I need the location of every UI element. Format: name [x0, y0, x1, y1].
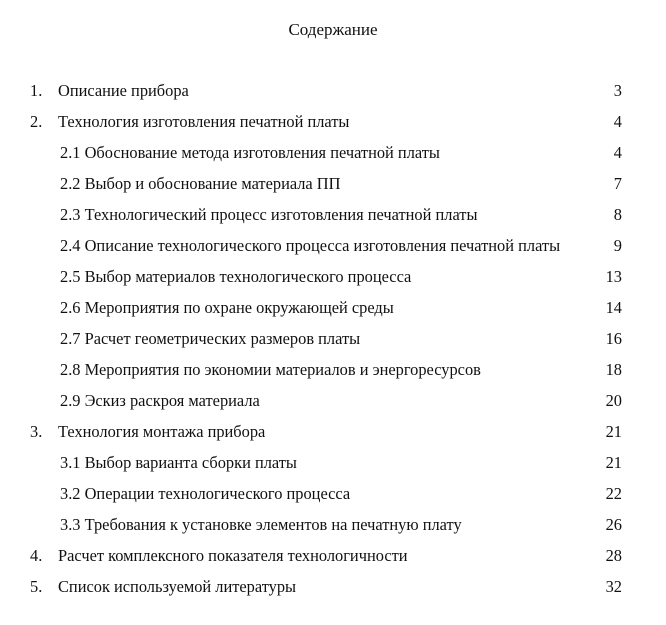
toc-entry-text: 2.9 Эскиз раскроя материала [60, 391, 260, 410]
toc-subentry [0, 328, 666, 350]
toc-entry-page: 18 [605, 360, 622, 379]
toc-subentry [0, 173, 666, 195]
toc-entry-page: 4 [613, 112, 622, 131]
toc-entry-text: 2.4 Описание технологического процесса изготовления печатной платы [60, 236, 561, 255]
toc-entry-number: 3. [30, 422, 43, 441]
toc-entry-page: 7 [613, 174, 622, 193]
toc-subentry [0, 359, 666, 381]
toc-entry [0, 421, 666, 443]
toc-entry-page: 9 [613, 236, 622, 255]
toc-entry-page: 21 [605, 453, 622, 472]
toc-entry-page: 22 [605, 484, 622, 503]
toc-entry-text: Список используемой литературы [58, 577, 297, 596]
toc-subentry [0, 390, 666, 412]
toc-subentry [0, 483, 666, 505]
toc-entry-page: 13 [605, 267, 622, 286]
toc-subentry [0, 235, 666, 257]
toc-entry [0, 80, 666, 102]
toc-entry-text: 3.3 Требования к установке элементов на печатную плату [60, 515, 462, 534]
toc-entry [0, 576, 666, 598]
toc-entry-text: 2.3 Технологический процесс изготовления печатной платы [60, 205, 478, 224]
toc-entry-text: 2.8 Мероприятия по экономии материалов и энергоресурсов [60, 360, 481, 379]
toc-entry-text: Технология монтажа прибора [58, 422, 266, 441]
toc-subentry [0, 266, 666, 288]
toc-subentry [0, 452, 666, 474]
toc-entry-page: 26 [605, 515, 622, 534]
toc-entry-text: Расчет комплексного показателя технологичности [58, 546, 408, 565]
toc-entry-text: 2.5 Выбор материалов технологического процесса [60, 267, 412, 286]
toc-entry-page: 3 [613, 81, 622, 100]
toc-entry-page: 16 [605, 329, 622, 348]
toc-entry [0, 111, 666, 133]
toc-subentry [0, 297, 666, 319]
toc-entry-text: Описание прибора [58, 81, 189, 100]
toc-entry-page: 20 [605, 391, 622, 410]
toc-subentry [0, 204, 666, 226]
toc-entry-text: 3.2 Операции технологического процесса [60, 484, 351, 503]
toc-entry-number: 4. [30, 546, 43, 565]
toc-entry-number: 1. [30, 81, 43, 100]
toc-title: Содержание [288, 20, 378, 39]
toc-entry-page: 28 [605, 546, 622, 565]
toc-entry-page: 8 [613, 205, 622, 224]
toc-entry-page: 32 [605, 577, 622, 596]
toc-entry-number: 5. [30, 577, 43, 596]
toc-entry-number: 2. [30, 112, 43, 131]
toc-entry-page: 14 [605, 298, 622, 317]
toc-entry-text: 2.7 Расчет геометрических размеров платы [60, 329, 361, 348]
toc-entry [0, 545, 666, 567]
toc-entry-text: 2.6 Мероприятия по охране окружающей среды [60, 298, 394, 317]
toc-entry-page: 4 [613, 143, 622, 162]
toc-entry-text: 2.2 Выбор и обоснование материала ПП [60, 174, 341, 193]
toc-entry-text: Технология изготовления печатной платы [58, 112, 350, 131]
toc-entry-page: 21 [605, 422, 622, 441]
toc-entry-text: 2.1 Обоснование метода изготовления печатной платы [60, 143, 440, 162]
toc-entry-text: 3.1 Выбор варианта сборки платы [60, 453, 297, 472]
toc-subentry [0, 142, 666, 164]
toc-subentry [0, 514, 666, 536]
